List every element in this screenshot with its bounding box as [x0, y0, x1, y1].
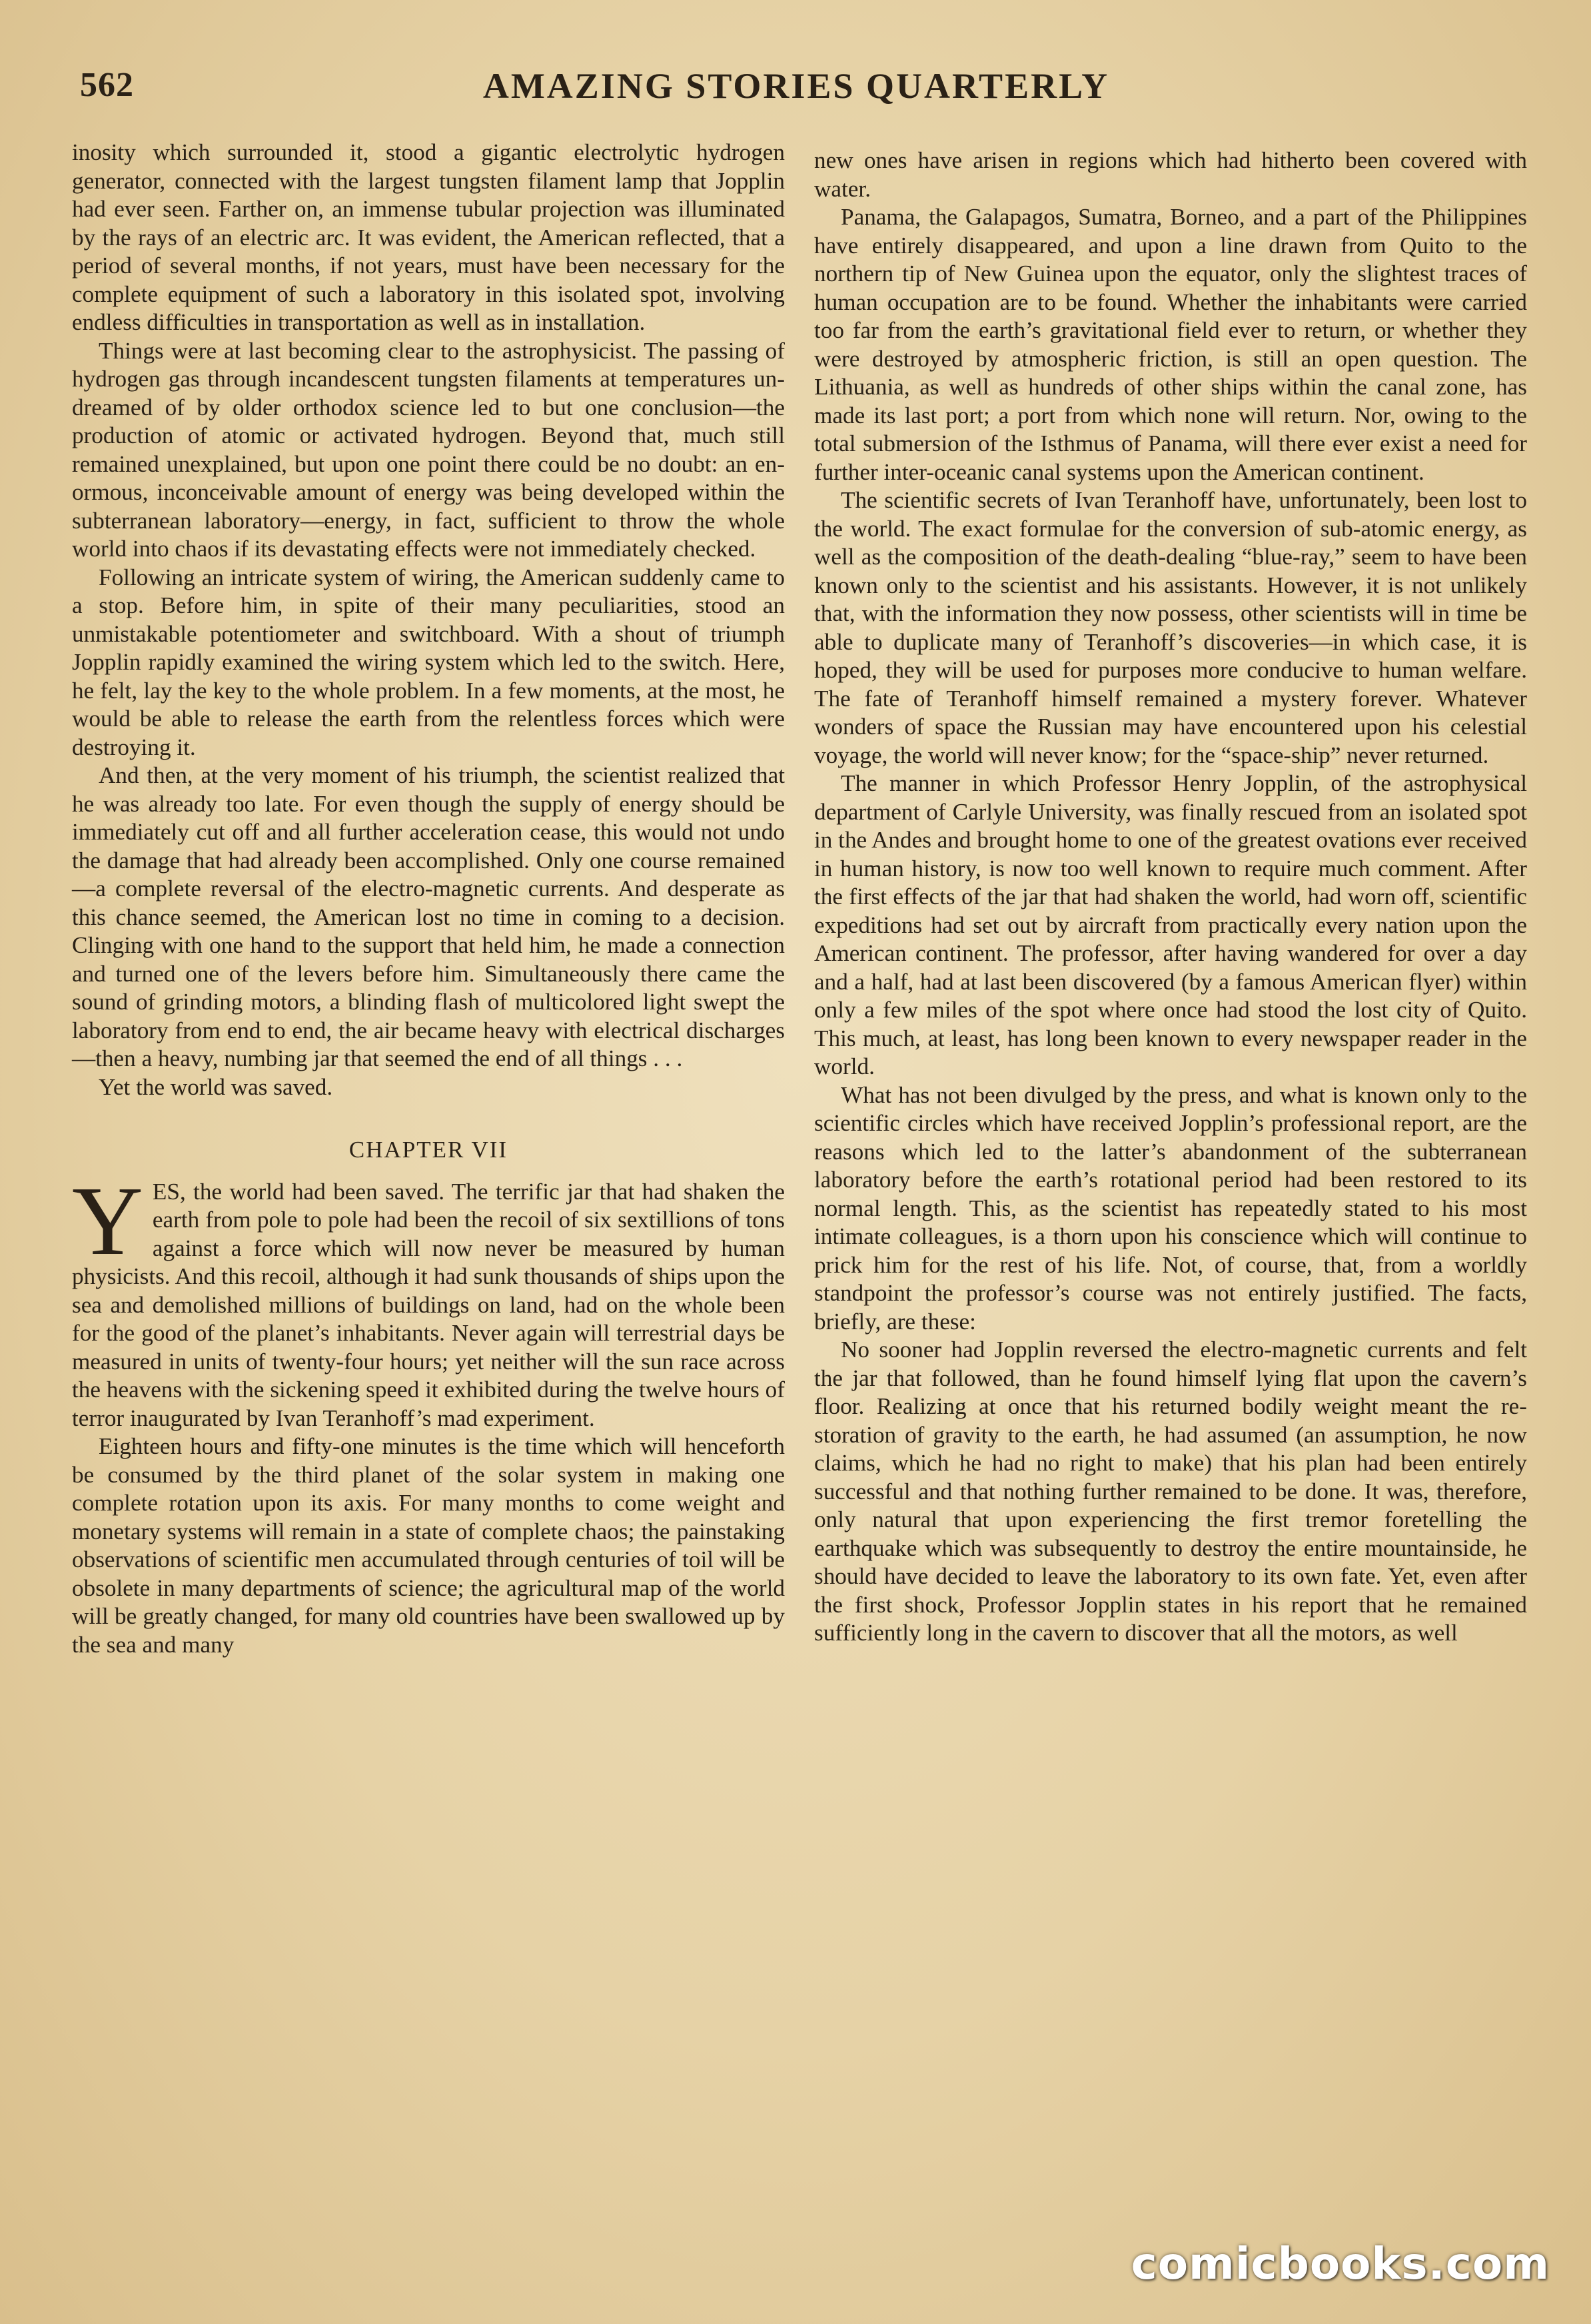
paragraph-text: ES, the world had been saved. The terrific jar that had shaken the earth from pole to pole had been the recoil of six sextillions of tons against a force which will now never be measured by human physicists. And this recoil, although it had sunk thousands of ships upon the sea and demolished millions of buildings on land, had on the whole been for the good of the planet’s inhabitants. Never again will terrestrial days be measured in units of twenty-four hours; yet neither will the sun race across the heavens with the sickening speed it exhibited during the twelve hours of terror inaugurated by Ivan Teranhoff’s mad experiment.: [72, 1178, 785, 1431]
paragraph: And then, at the very moment of his triumph, the scientist realized that he was already too late. For even though the supply of energy should be immediately cut off and all further acceleration cease, this would not undo the damage that had already been accomplished. Only one course remained—a complete reversal of the electro-magnetic currents. And desperate as this chance seemed, the American lost no time in coming to a decision. Clinging with one hand to the support that held him, he made a connection and turned one of the levers before him. Simultaneously there came the sound of grinding motors, a blinding flash of multicolored light swept the laboratory from end to end, the air became heavy with electrical discharges—then a heavy, numbing jar that seemed the end of all things . . .: [72, 762, 785, 1071]
paragraph: Things were at last becoming clear to the astrophysicist. The passing of hydrogen gas through incandescent tungsten filaments at temperatures undreamed of by older orthodox science led to but one conclusion—the production of atomic or activated hydrogen. Beyond that, much still remained unexplained, but upon one point there could be no doubt: an enormous, inconceivable amount of energy was being developed within the subterranean laboratory—energy, in fact, sufficient to throw the whole world into chaos if its devastating effects were not immediately checked.: [72, 337, 785, 562]
page-number: 562: [80, 66, 134, 104]
right-column: [814, 147, 1527, 1648]
chapter-opening-paragraph: [72, 1166, 785, 1433]
left-column: [72, 139, 785, 1659]
site-watermark: comicbooks.com: [1131, 2238, 1550, 2289]
running-title: AMAZING STORIES QUARTERLY: [482, 66, 1110, 106]
chapter-heading: CHAPTER VII: [348, 1137, 508, 1163]
paragraph: Yet the world was saved.: [99, 1073, 333, 1100]
paragraph: Following an intricate system of wiring, the American suddenly came to a stop. Before him, in spite of their many peculiarities, stood an unmistakable potentiometer and switchboard. With a shout of triumph Jopplin rapidly examined the wiring system which led to the switch. Here, he felt, lay the key to the whole problem. In a few moments, at the most, he would be able to release the earth from the relentless forces which were destroying it.: [72, 564, 785, 760]
paragraph: The manner in which Professor Henry Jopplin, of the astrophysical department of Carlyle University, was finally rescued from an isolated spot in the Andes and brought home to one of the greatest ovations ever received in human history, is now too well known to require much comment. After the first effects of the jar that had shaken the world, had worn off, scientific expeditions had set out by aircraft from practically every nation upon the American continent. The professor, after having wandered for over a day and a half, had at last been discovered (by a famous American flyer) within only a few miles of the spot where once had stood the lost city of Quito. This much, at least, has long been known to every newspaper reader in the world.: [814, 770, 1527, 1079]
paragraph: No sooner had Jopplin reversed the electro-magnetic currents and felt the jar that followed, than he found himself lying flat upon the cavern’s floor. Realizing at once that his returned bodily weight meant the restoration of gravity to the earth, he had assumed (an assumption, he now claims, which he had no right to make) that his plan had been entirely successful and that nothing further remained to be done. It was, therefore, only natural that upon experiencing the first tremor foretelling the earthquake which was subsequently to destroy the entire mountainside, he should have decided to leave the laboratory to its own fate. Yet, even after the first shock, Professor Jopplin states in his report that he remained sufficiently long in the cavern to discover that all the motors, as well: [814, 1337, 1527, 1646]
paragraph: new ones have arisen in regions which had hitherto been covered with water.: [814, 147, 1527, 202]
paragraph: What has not been divulged by the press, and what is known only to the scientific circles which have received Jopplin’s professional report, are the reasons which led to the latter’s abandonment of the subterranean laboratory before the earth’s rotational period had been restored to its normal length. This, as the scientist has repeatedly stated to his most intimate colleagues, is a thorn upon his conscience which will continue to prick him for the rest of his life. Not, of course, that, from a worldly standpoint the professor’s course was not entirely justified. The facts, briefly, are these:: [814, 1081, 1527, 1335]
page-header: [80, 65, 1512, 125]
paragraph: The scientific secrets of Ivan Teranhoff have, unfortunately, been lost to the world. The exact formulae for the conversion of sub-atomic energy, as well as the composition of the death-dealing “blue-ray,” seem to have been known only to the scientist and his assistants. However, it is not unlikely that, with the information they now possess, other scientists will in time be able to duplicate many of Teranhoff’s discoveries—in which case, it is hoped, they will be used for purposes more conducive to human welfare. The fate of Teranhoff himself remained a mystery forever. Whatever wonders of space the Russian may have encountered upon his celestial voyage, the world will never know; for the “space-ship” never returned.: [814, 487, 1527, 768]
paragraph: inosity which surrounded it, stood a gigantic electrolytic hydrogen generator, connected with the largest tungsten filament lamp that Jopplin had ever seen. Farther on, an immense tubular projection was illuminated by the rays of an electric arc. It was evident, the American reflected, that a period of several months, if not years, must have been necessary for the complete equipment of such a laboratory in this isolated spot, involving endless difficulties in transportation as well as in installation.: [72, 139, 785, 335]
paragraph: Panama, the Galapagos, Sumatra, Borneo, and a part of the Philippines have entirely disappeared, and upon a line drawn from Quito to the northern tip of New Guinea upon the equator, only the slightest traces of human occupation are to be found. Whether the inhabitants were carried too far from the earth’s gravitational field ever to return, or whether they were destroyed by atmospheric friction, is still an open question. The Lithuania, as well as hundreds of other ships within the canal zone, has made its last port; a port from which none will return. Nor, owing to the total submersion of the Isthmus of Panama, will there ever exist a need for further inter-oceanic canal systems upon the American continent.: [814, 204, 1527, 485]
paragraph: Eighteen hours and fifty-one minutes is the time which will henceforth be consumed by the third planet of the solar system in making one complete rotation upon its axis. For many months to come weight and monetary systems will remain in a state of complete chaos; the painstaking observations of scientific men accumulated through centuries of toil will be obsolete in many departments of science; the agricultural map of the world will be greatly changed, for many old countries have been swallowed up by the sea and many: [72, 1433, 785, 1658]
drop-cap: Y: [72, 1166, 143, 1276]
